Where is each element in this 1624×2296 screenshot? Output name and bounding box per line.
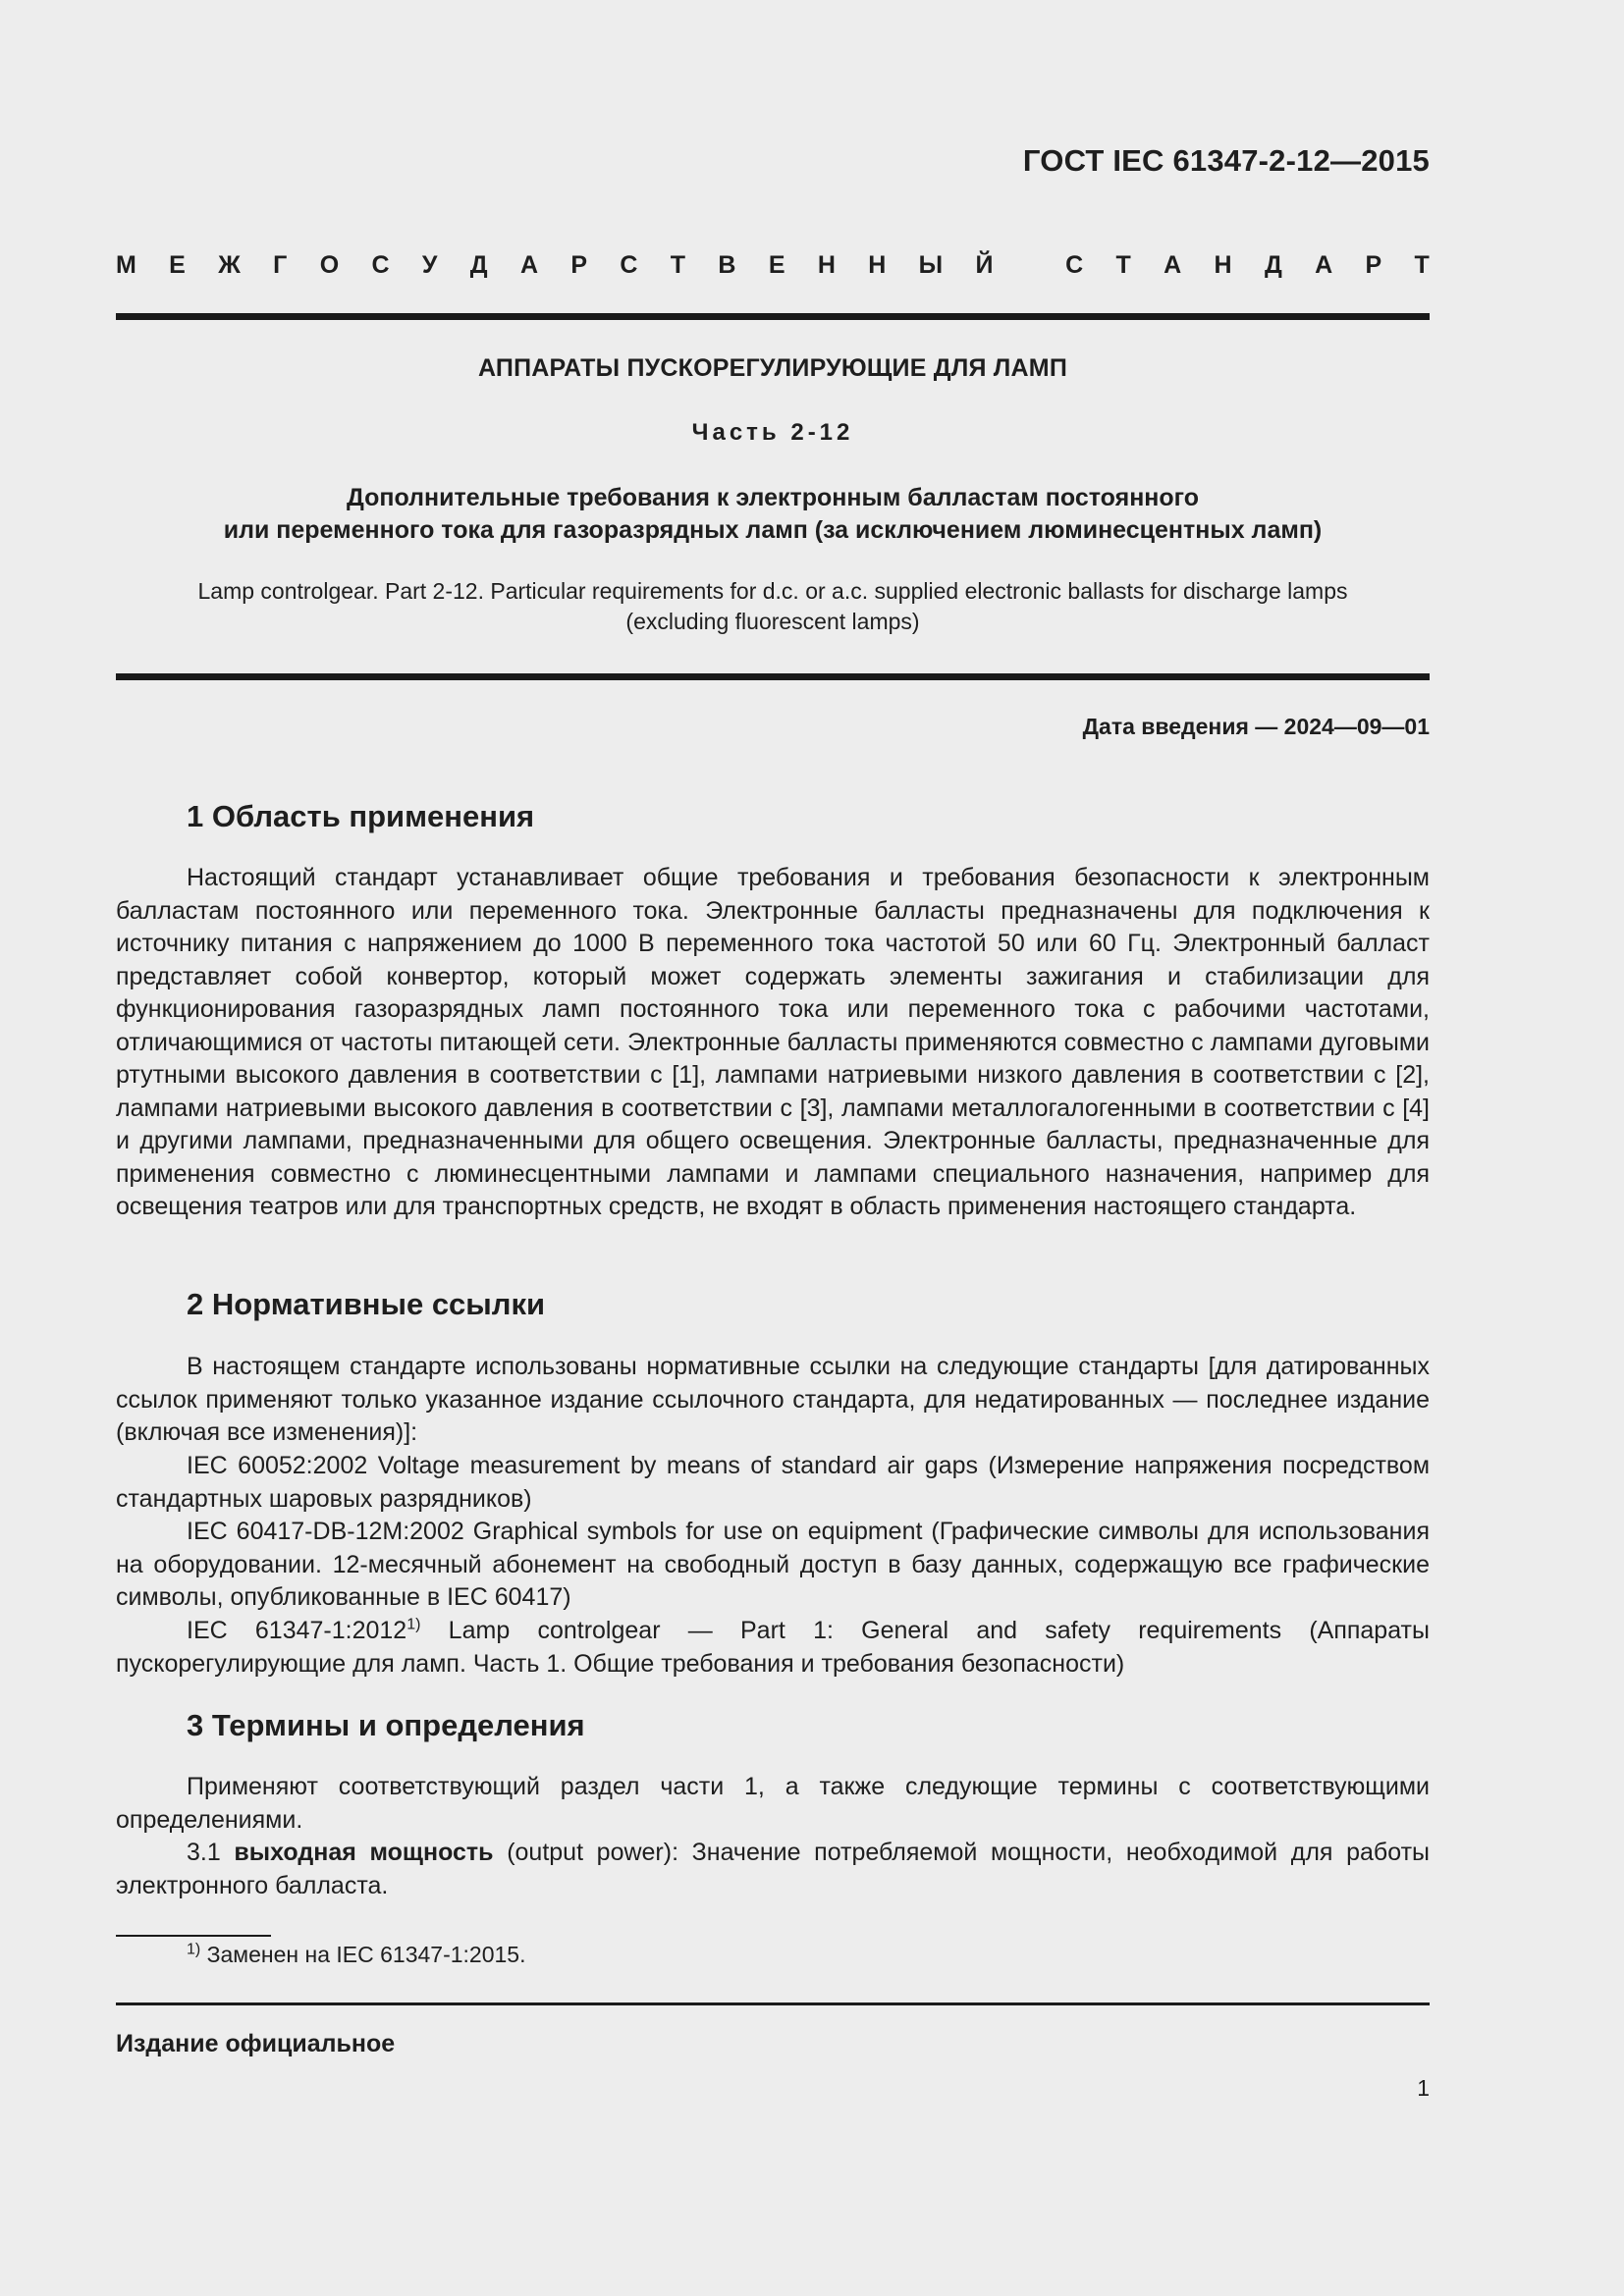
standard-type-letter: А bbox=[1164, 251, 1182, 279]
page-number: 1 bbox=[1417, 2075, 1430, 2101]
introduction-date: Дата введения — 2024—09—01 bbox=[1082, 714, 1430, 739]
standard-type-letter bbox=[1026, 251, 1033, 280]
standard-number: ГОСТ IEC 61347-2-12—2015 bbox=[1022, 143, 1430, 178]
standard-type-letter: В bbox=[718, 251, 736, 279]
edition-label: Издание официальное bbox=[116, 2030, 396, 2057]
standard-type-letter: А bbox=[1315, 251, 1333, 279]
standard-type-letter: Д bbox=[1264, 251, 1282, 279]
section-3-intro: Применяют соответствующий раздел части 1, а также следующие термины с соответствующими определениями. bbox=[116, 1773, 1430, 1834]
section-2-heading: 2 Нормативные ссылки bbox=[187, 1287, 546, 1321]
term-number: 3.1 bbox=[187, 1839, 235, 1866]
english-title-line-1: Lamp controlgear. Part 2-12. Particular requirements for d.c. or a.c. supplied electronic ballasts for discharge lamps bbox=[197, 578, 1348, 604]
standard-type-letter: Т bbox=[670, 251, 686, 279]
standard-type-letter: Ы bbox=[918, 251, 944, 279]
footnote-marker: 1) bbox=[406, 1616, 421, 1633]
standard-type-letter: С bbox=[371, 251, 390, 279]
header-rule bbox=[116, 313, 1430, 320]
standard-type-letter: Е bbox=[768, 251, 785, 279]
document-title: АППАРАТЫ ПУСКОРЕГУЛИРУЮЩИЕ ДЛЯ ЛАМП bbox=[477, 354, 1067, 382]
section-1-heading: 1 Область применения bbox=[187, 799, 535, 833]
term-name: выходная мощность bbox=[234, 1839, 494, 1866]
standard-type-letter: Т bbox=[1115, 251, 1131, 279]
standard-type-letter: С bbox=[620, 251, 638, 279]
reference-iec-61347-1 bbox=[116, 1615, 1430, 1681]
footnote bbox=[187, 1942, 525, 1968]
standard-type-letter: О bbox=[319, 251, 340, 279]
section-2-intro: В настоящем стандарте использованы нормативные ссылки на следующие стандарты [для датированных ссылок применяют только указанное издание ссылочного стандарта, для недатированных — последнее издание (включая все изменения)]: bbox=[116, 1353, 1430, 1446]
standard-type-letter: Р bbox=[570, 251, 588, 279]
english-title-line-2: (excluding fluorescent lamps) bbox=[625, 609, 920, 634]
standard-type-letter: Р bbox=[1365, 251, 1382, 279]
standard-type-letter: Г bbox=[273, 251, 288, 279]
reference-iec-60417: IEC 60417-DB-12M:2002 Graphical symbols for use on equipment (Графические символы для использования на оборудовании. 12-месячный абонемент на свободный доступ в базу данных, содержащую все графические символы, опубликованные в IEC 60417) bbox=[116, 1518, 1430, 1611]
standard-type-letter: М bbox=[116, 251, 136, 279]
section-1-text: Настоящий стандарт устанавливает общие требования и требования безопасности к электронным балластам постоянного или переменного тока. Электронные балласты предназначены для подключения к источнику питания с напряжением до 1000 В переменного тока частотой 50 или 60 Гц. Электронный балласт представляет собой конвертор, который может содержать элементы зажигания и стабилизации для функционирования газоразрядных ламп постоянного тока или переменного тока с рабочими частотами, отличающимися от частоты питающей сети. Электронные балласты применяются совместно с лампами дуговыми ртутными высокого давления в соответствии с [1], лампами натриевыми низкого давления в соответствии с [2], лампами натриевыми высокого давления в соответствии с [3], лампами металлогалогенными в соответствии с [4] и другими лампами, предназначенными для общего освещения. Электронные балласты, предназначенные для применения совместно с люминесцентными лампами и лампами специального назначения, например для освещения театров или для транспортных средств, не входят в область применения настоящего стандарта. bbox=[116, 864, 1430, 1220]
footer-rule bbox=[116, 2002, 1430, 2005]
standard-type-letter: А bbox=[519, 251, 539, 279]
standard-type-letter: У bbox=[421, 251, 438, 279]
reference-iec-60052: IEC 60052:2002 Voltage measurement by means of standard air gaps (Измерение напряжения посредством стандартных шаровых разрядников) bbox=[116, 1452, 1430, 1513]
standard-type-letter: Е bbox=[169, 251, 186, 279]
english-title bbox=[116, 576, 1430, 637]
standard-type-letter: Н bbox=[868, 251, 887, 279]
standard-type-heading bbox=[116, 251, 1430, 280]
footnote-rule bbox=[116, 1935, 271, 1937]
footnote-text: Заменен на IEC 61347-1:2015. bbox=[206, 1942, 526, 1967]
subtitle-line-2: или переменного тока для газоразрядных ламп (за исключением люминесцентных ламп) bbox=[223, 516, 1323, 544]
standard-type-letter: Н bbox=[1214, 251, 1232, 279]
term-definition bbox=[116, 1837, 1430, 1902]
standard-type-letter: Ж bbox=[218, 251, 241, 279]
subtitle-line-1: Дополнительные требования к электронным балластам постоянного bbox=[346, 484, 1200, 511]
footnote-marker: 1) bbox=[187, 1941, 201, 1958]
standard-type-letter: Д bbox=[469, 251, 488, 279]
standard-type-letter: Й bbox=[975, 251, 994, 279]
section-3-heading: 3 Термины и определения bbox=[187, 1708, 585, 1742]
term-text: (output power): Значение потребляемой мощности, необходимой для работы электронного балласта. bbox=[116, 1839, 1431, 1899]
standard-type-letter: Н bbox=[817, 251, 836, 279]
standard-type-letter: С bbox=[1065, 251, 1084, 279]
document-part: Часть 2-12 bbox=[691, 419, 854, 446]
document-subtitle bbox=[116, 482, 1430, 547]
reference-text: Lamp controlgear — Part 1: General and safety requirements (Аппараты пускорегулирующие для ламп. Часть 1. Общие требования и требования безопасности) bbox=[116, 1617, 1430, 1678]
reference-code: IEC 61347-1:2012 bbox=[187, 1617, 407, 1644]
title-rule bbox=[116, 673, 1430, 680]
standard-type-letter: Т bbox=[1414, 251, 1430, 279]
